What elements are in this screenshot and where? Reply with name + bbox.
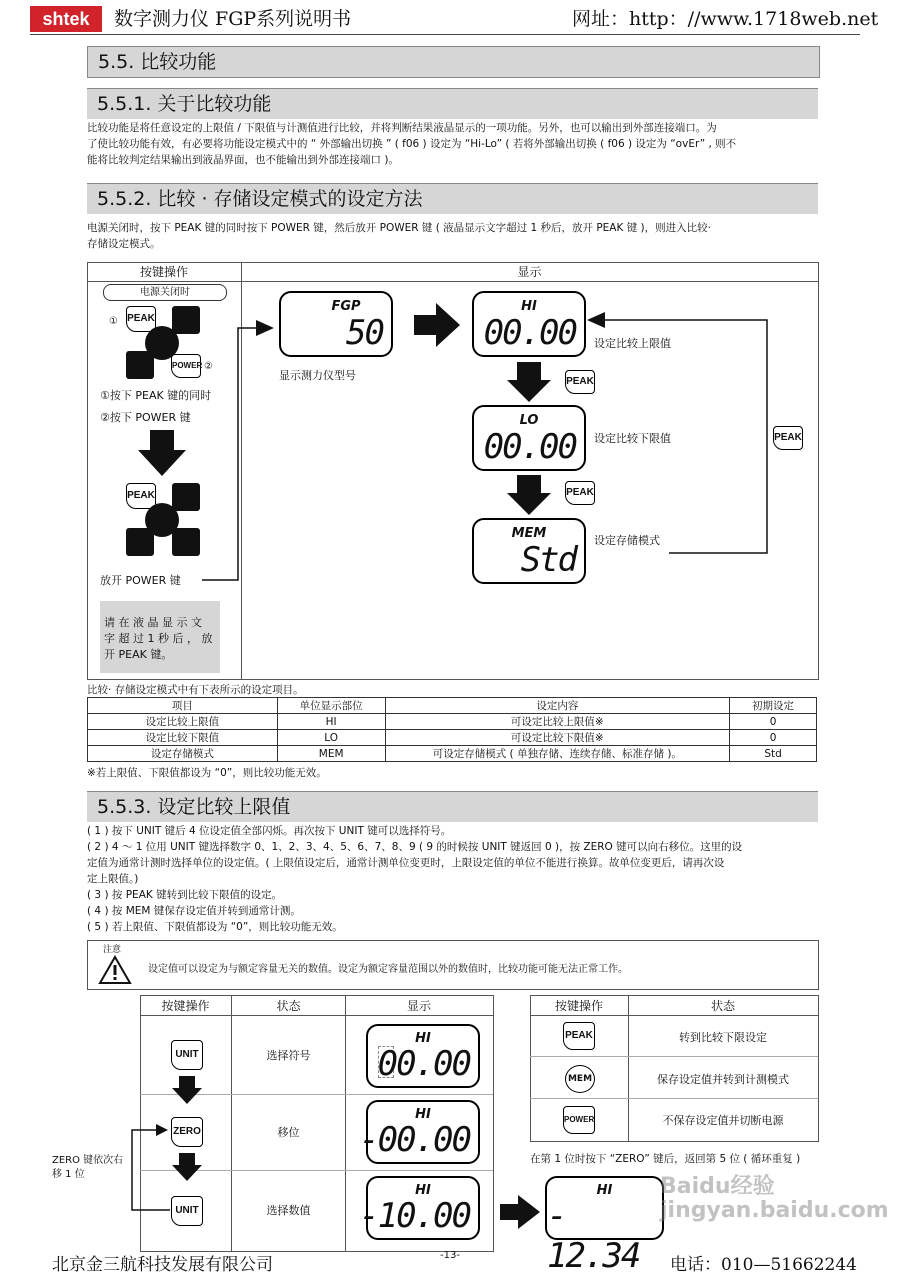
lcd-hi-caption: 设定比较上限值 [594,337,671,350]
section-5-5-1-text: 比较功能是将任意设定的上限值 / 下限值与计测值进行比较，并将判断结果液晶显示的一项功能。另外，也可以输出到外部连接端口。为 了使比较功能有效，有必要将功能设定模式中的 “ 外部输出切换 ” ( f06 ) 设定为 “Hi-Lo” ( 若将外部输出切换 ( f06 ) 设定为 “ovEr” , 则不 能将比较判定结果输出到液晶界面，也不能输出到外部连接端口 )。 [87,122,737,166]
col-key-operation: 按键操作 [554,999,603,1013]
unit-key: UNIT [171,1040,203,1070]
down-arrow-icon [172,1076,202,1104]
header-divider [30,34,860,35]
zero-key: ZERO [171,1117,203,1147]
section-5-5-1-heading: 5.5.1. 关于比较功能 [87,88,818,119]
settings-table [87,697,817,762]
power-key: POWER [171,354,201,378]
brand-logo: shtek [30,6,102,32]
peak-key: PEAK [563,1022,595,1050]
loop-connector [585,310,775,560]
flow-connector [200,318,280,588]
table-header-row: 项目 单位显示部位 设定内容 初期设定 [88,698,817,714]
peak-key: PEAK [565,370,595,394]
lcd-model-display: FGP 50 [279,291,393,357]
state-power-off: 不保存设定值并切断电源 [662,1114,784,1127]
lcd-model-caption: 显示测力仪型号 [279,369,356,382]
section-5-5-3-heading: 5.5.3. 设定比较上限值 [87,791,818,822]
state-select-number: 选择数值 [266,1204,311,1217]
mark-1: ① [109,316,118,327]
right-arrow-icon [500,1195,540,1229]
page-number: -13- [440,1250,460,1261]
release-power-text: 放开 POWER 键 [100,574,181,587]
table-row: 设定比较上限值 HI 可设定比较上限值※ 0 [88,714,817,730]
table-footnote: ※若上限值、下限值都设为 “0”，则比较功能无效。 [87,767,327,779]
state-save-and-measure: 保存设定值并转到计测模式 [657,1073,789,1086]
down-arrow-icon [138,430,186,476]
col-display: 显示 [517,265,542,279]
section-5-5-heading: 5.5. 比较功能 [87,46,820,78]
footer-phone: 电话：010—51662244 [670,1255,857,1275]
website-url: 网址：http：//www.1718web.net [572,8,879,30]
state-select-sign: 选择符号 [266,1049,311,1062]
power-off-label: 电源关闭时 [103,284,227,301]
caution-title: 注意 [103,945,122,955]
mark-2: ② [204,361,213,372]
keypad-center-circle [145,503,179,537]
lcd-hi-display: HI 00.00 [472,291,586,357]
peak-key: PEAK [126,483,156,509]
state-to-lower-limit: 转到比较下限设定 [679,1031,767,1044]
table-row: 设定存储模式 MEM 可设定存储模式 ( 单独存储、连续存储、标准存储 )。 Std [88,746,817,762]
col-key-operation: 按键操作 [161,999,210,1013]
table-row: 设定比较下限值 LO 可设定比较下限值※ 0 [88,730,817,746]
down-arrow-icon [507,362,551,402]
zero-shift-note: ZERO 键依次右移 1 位 [52,1155,124,1180]
caution-text: 设定值可以设定为与额定容量无关的数值。设定为额定容量范围以外的数值时，比较功能可能无法正常工作。 [148,964,628,975]
col-state: 状态 [276,999,301,1013]
lcd-lo-display: LO 00.00 [472,405,586,471]
lcd-step2-display: HI -00.00 [366,1100,480,1164]
keypad-button [172,306,200,334]
mem-key: MEM [565,1065,595,1093]
lcd-final-display: HI - 12.34 [545,1176,664,1240]
cycle-note: 在第 1 位时按下 “ZERO” 键后，返回第 5 位 ( 循环重复 ) [530,1153,801,1165]
peak-key: PEAK [126,306,156,332]
watermark: Baidu经验 jingyan.baidu.com [660,1174,889,1223]
col-display: 显示 [406,999,431,1013]
down-arrow-icon [507,475,551,515]
power-key: POWER [563,1106,595,1134]
lcd-step3-display: HI -10.00 [366,1176,480,1240]
warning-icon [98,955,132,985]
unit-key: UNIT [171,1196,203,1226]
section-5-5-2-text: 电源关闭时，按下 PEAK 键的同时按下 POWER 键，然后放开 POWER 键 ( 液晶显示文字超过 1 秒后，放开 PEAK 键 )，则进入比较· 存储设定模式。 [87,222,711,250]
table-intro: 比较· 存储设定模式中有下表所示的设定项目。 [87,684,304,696]
state-shift: 移位 [277,1126,300,1139]
step-1-text: ①按下 PEAK 键的同时 [100,389,212,402]
section-5-5-2-heading: 5.5.2. 比较 · 存储设定模式的设定方法 [87,183,818,214]
footer-company: 北京金三航科技发展有限公司 [52,1255,273,1275]
section-5-5-3-steps: ( 1 ) 按下 UNIT 键后 4 位设定值全部闪烁。再次按下 UNIT 键可以选择符号。 ( 2 ) 4 ～ 1 位用 UNIT 键选择数字 0、1、2、3、4、5、6、7、8、9 ( 9 的时候按 UNIT 键返回 0 )，按 ZERO 键可以向右移位。这里的设 定值为通常计测时选择单位的设定值。( 上限值设定后，通常计测单位变更时，上限设定值的单位不能进行换算。故单位变更后，请再次设 定上限值。) ( 3 ) 按 PEAK 键转到比较下限值的设定。 ( 4 ) 按 MEM 键保存设定值并转到通常计测。 ( 5 ) 若上限值、下限值都设为 “0”，则比较功能无效。 [87,825,743,933]
right-arrow-icon [414,303,460,347]
document-title: 数字测力仪 FGP系列说明书 [114,8,352,30]
step-2-text: ②按下 POWER 键 [100,411,191,424]
lcd-mem-display: MEM Std [472,518,586,584]
keypad-button [172,528,200,556]
lcd-step1-display: HI 00.00 [366,1024,480,1088]
keypad-button [172,483,200,511]
down-arrow-icon [172,1153,202,1181]
col-state: 状态 [710,999,735,1013]
col-key-operation: 按键操作 [139,265,188,279]
peak-key: PEAK [773,426,803,450]
peak-release-note: 请 在 液 晶 显 示 文 字 超 过 1 秒 后 ， 放 开 PEAK 键。 [100,601,220,673]
lcd-mem-caption: 设定存储模式 [594,534,660,547]
peak-key: PEAK [565,481,595,505]
loop-back-connector [128,1120,172,1216]
lcd-lo-caption: 设定比较下限值 [594,432,671,445]
